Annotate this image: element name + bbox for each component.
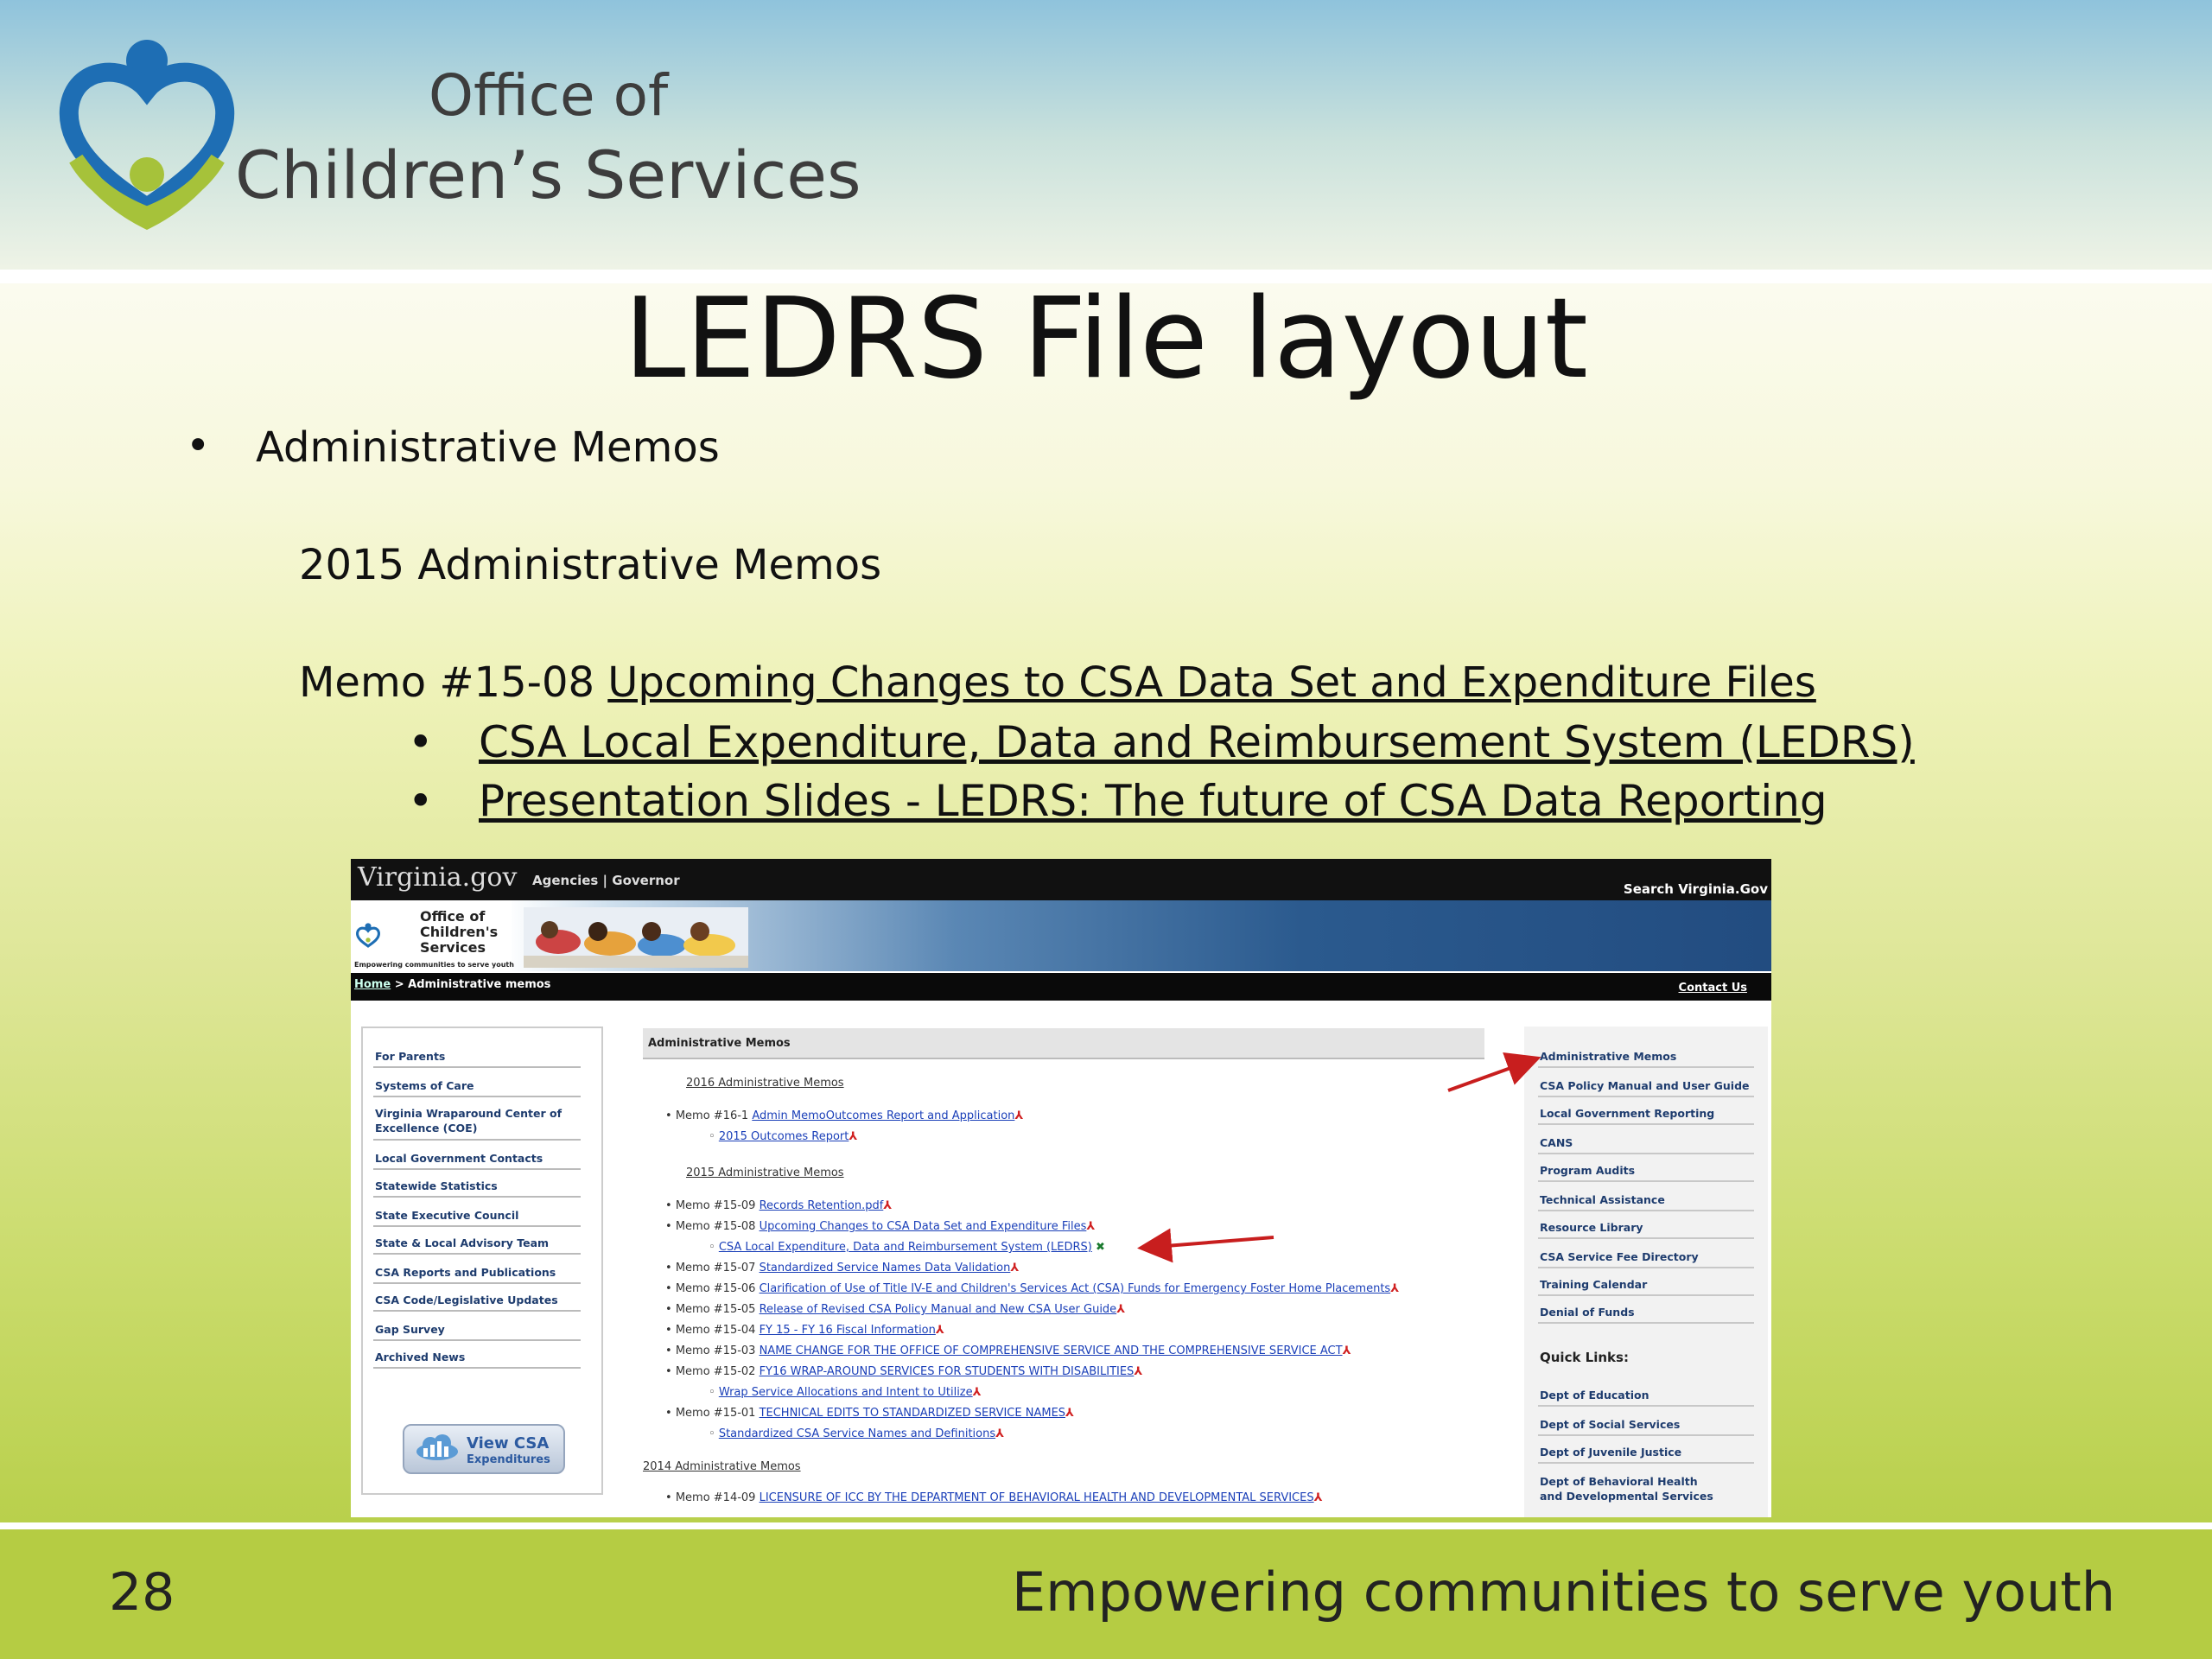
contact-us-link[interactable]: Contact Us bbox=[1678, 982, 1747, 995]
org-name-line1: Office of bbox=[429, 62, 669, 129]
section-2016-heading: 2016 Administrative Memos bbox=[686, 1077, 844, 1090]
memo-link[interactable]: Release of Revised CSA Policy Manual and New CSA User Guide bbox=[759, 1303, 1117, 1316]
memo-prefix: Memo #15-04 bbox=[675, 1324, 760, 1337]
left-nav-item[interactable]: State & Local Advisory Team bbox=[375, 1236, 550, 1249]
quick-links-heading: Quick Links: bbox=[1540, 1350, 1629, 1365]
arrow-to-administrative-memos bbox=[1448, 1059, 1535, 1090]
memo-link[interactable]: NAME CHANGE FOR THE OFFICE OF COMPREHENSIVE SERVICE AND THE COMPREHENSIVE SERVICE ACT bbox=[759, 1344, 1343, 1357]
presentation-slides-link[interactable]: Presentation Slides - LEDRS: The future of CSA Data Reporting bbox=[479, 776, 1827, 826]
search-virginia-link[interactable]: Search Virginia.Gov bbox=[1623, 881, 1768, 897]
banner-org-line1: Office of bbox=[420, 908, 486, 925]
excel-icon: ✖ bbox=[1096, 1241, 1105, 1254]
ledrs-memo-link[interactable]: CSA Local Expenditure, Data and Reimbursement System (LEDRS) bbox=[718, 1241, 1092, 1254]
pdf-icon: ⅄ bbox=[972, 1386, 982, 1399]
banner-org-line3: Services bbox=[420, 939, 486, 956]
memo-link[interactable]: Admin MemoOutcomes Report and Application bbox=[752, 1109, 1015, 1122]
section-2015-heading: 2015 Administrative Memos bbox=[686, 1166, 844, 1179]
left-nav-item[interactable]: Virginia Wraparound Center of Excellence (COE) bbox=[375, 1107, 563, 1135]
memo-item: • Memo #15-02 FY16 WRAP-AROUND SERVICES FOR STUDENTS WITH DISABILITIES⅄ bbox=[665, 1365, 1143, 1378]
memo-prefix: Memo #15-06 bbox=[675, 1282, 760, 1295]
pdf-icon: ⅄ bbox=[1390, 1282, 1400, 1295]
pdf-icon: ⅄ bbox=[1086, 1220, 1096, 1233]
memo-link[interactable]: TECHNICAL EDITS TO STANDARDIZED SERVICE NAMES bbox=[759, 1407, 1066, 1420]
memo-item: • Memo #15-07 Standardized Service Names Data Validation⅄ bbox=[665, 1262, 1020, 1274]
left-nav-item[interactable]: Archived News bbox=[375, 1351, 466, 1363]
pdf-icon: ⅄ bbox=[1065, 1407, 1074, 1420]
virginia-gov-logo[interactable]: Virginia.gov bbox=[358, 862, 518, 893]
website-screenshot bbox=[351, 859, 1771, 1517]
memo-item: • Memo #16-1 Admin MemoOutcomes Report and Application⅄ bbox=[665, 1109, 1024, 1122]
memo-prefix: Memo #15-05 bbox=[675, 1303, 760, 1316]
pdf-icon: ⅄ bbox=[1116, 1303, 1126, 1316]
right-nav-item[interactable]: Denial of Funds bbox=[1540, 1306, 1635, 1319]
pdf-icon: ⅄ bbox=[1010, 1262, 1020, 1274]
breadcrumb-current: > Administrative memos bbox=[391, 978, 551, 991]
memo-link[interactable]: Standardized CSA Service Names and Definitions bbox=[718, 1427, 996, 1440]
right-nav-item[interactable]: Local Government Reporting bbox=[1540, 1107, 1715, 1120]
annotation-arrows bbox=[351, 859, 1771, 1517]
quick-link-item[interactable]: Dept of Social Services bbox=[1540, 1418, 1681, 1431]
bullet-administrative-memos: Administrative Memos bbox=[256, 423, 720, 472]
memo-link[interactable]: 2015 Outcomes Report bbox=[718, 1130, 849, 1143]
subheading-2015-memos: 2015 Administrative Memos bbox=[299, 541, 882, 589]
sub-bullet-marker: • bbox=[408, 717, 434, 767]
memo-link[interactable]: Upcoming Changes to CSA Data Set and Expenditure Files bbox=[759, 1220, 1087, 1233]
right-nav-item[interactable]: CANS bbox=[1540, 1136, 1573, 1149]
memo-link[interactable]: LICENSURE OF ICC BY THE DEPARTMENT OF BEHAVIORAL HEALTH AND DEVELOPMENTAL SERVICES bbox=[759, 1491, 1314, 1504]
ocs-logo-icon bbox=[57, 29, 238, 237]
pdf-icon: ⅄ bbox=[883, 1199, 893, 1212]
page-number: 28 bbox=[109, 1562, 175, 1623]
right-nav-item[interactable]: CSA Policy Manual and User Guide bbox=[1540, 1079, 1750, 1092]
pdf-icon: ⅄ bbox=[1313, 1491, 1323, 1504]
left-nav-item[interactable]: Systems of Care bbox=[375, 1079, 474, 1092]
memo-item: • Memo #15-09 Records Retention.pdf⅄ bbox=[665, 1199, 893, 1212]
section-2014-heading: 2014 Administrative Memos bbox=[643, 1460, 801, 1473]
right-nav-item[interactable]: Resource Library bbox=[1540, 1221, 1643, 1234]
main-heading: Administrative Memos bbox=[648, 1037, 791, 1050]
memo-link[interactable]: FY16 WRAP-AROUND SERVICES FOR STUDENTS WITH DISABILITIES bbox=[759, 1365, 1135, 1378]
quick-link-item[interactable]: Dept of Education bbox=[1540, 1389, 1649, 1402]
memo-subitem: ◦ Wrap Service Allocations and Intent to Utilize⅄ bbox=[709, 1386, 982, 1399]
left-nav-item[interactable]: State Executive Council bbox=[375, 1209, 519, 1222]
memo-prefix: Memo #15-07 bbox=[675, 1262, 760, 1274]
pdf-icon: ⅄ bbox=[995, 1427, 1005, 1440]
memo-subitem: ◦ Standardized CSA Service Names and Definitions⅄ bbox=[709, 1427, 1005, 1440]
memo-item: • Memo #15-04 FY 15 - FY 16 Fiscal Information⅄ bbox=[665, 1324, 944, 1337]
slide-title: LEDRS File layout bbox=[624, 275, 1588, 404]
pdf-icon: ⅄ bbox=[1014, 1109, 1024, 1122]
right-nav-item[interactable]: Program Audits bbox=[1540, 1164, 1636, 1177]
memo-item: • Memo #15-05 Release of Revised CSA Policy Manual and New CSA User Guide⅄ bbox=[665, 1303, 1126, 1316]
memo-prefix: Memo #14-09 bbox=[675, 1491, 760, 1504]
expenditures-label: Expenditures bbox=[467, 1453, 550, 1466]
pdf-icon: ⅄ bbox=[1134, 1365, 1143, 1378]
footer-tagline: Empowering communities to serve youth bbox=[1011, 1560, 2115, 1624]
sub-bullet-marker: • bbox=[408, 776, 434, 826]
memo-link[interactable]: Wrap Service Allocations and Intent to Utilize bbox=[718, 1386, 973, 1399]
arrow-to-ledrs-link bbox=[1144, 1237, 1274, 1248]
memo-item: • Memo #15-06 Clarification of Use of Title IV-E and Children's Services Act (CSA) Funds for Emergency Foster Home Placements⅄ bbox=[665, 1282, 1400, 1295]
memo-prefix: Memo #15-09 bbox=[675, 1199, 760, 1212]
left-nav-item[interactable]: Gap Survey bbox=[375, 1323, 445, 1336]
pdf-icon: ⅄ bbox=[849, 1130, 858, 1143]
agencies-governor-links[interactable]: Agencies | Governor bbox=[532, 873, 680, 888]
left-nav-item[interactable]: CSA Reports and Publications bbox=[375, 1266, 556, 1279]
bullet-marker: • bbox=[186, 422, 211, 470]
quick-link-item[interactable]: Dept of Behavioral Health and Developmental Services bbox=[1540, 1475, 1713, 1503]
memo-item: • Memo #15-03 NAME CHANGE FOR THE OFFICE OF COMPREHENSIVE SERVICE AND THE COMPREHENSIVE SERVICE ACT⅄ bbox=[665, 1344, 1351, 1357]
right-nav-item[interactable]: Technical Assistance bbox=[1540, 1193, 1665, 1206]
memo-item: • Memo #14-09 LICENSURE OF ICC BY THE DEPARTMENT OF BEHAVIORAL HEALTH AND DEVELOPMENTAL SERVICES⅄ bbox=[665, 1491, 1323, 1504]
memo-subitem: ◦ 2015 Outcomes Report⅄ bbox=[709, 1130, 858, 1143]
breadcrumb-home-link[interactable]: Home bbox=[354, 978, 391, 991]
memo-prefix: Memo #16-1 bbox=[675, 1109, 753, 1122]
left-nav-item[interactable]: CSA Code/Legislative Updates bbox=[375, 1294, 558, 1306]
right-nav-item[interactable]: CSA Service Fee Directory bbox=[1540, 1250, 1699, 1263]
banner-org-line2: Children's bbox=[420, 924, 499, 940]
memo-link[interactable]: Clarification of Use of Title IV-E and Children's Services Act (CSA) Funds for Emergency Foster Home Placements bbox=[759, 1282, 1391, 1295]
memo-item: • Memo #15-01 TECHNICAL EDITS TO STANDARDIZED SERVICE NAMES⅄ bbox=[665, 1407, 1074, 1420]
memo-prefix: Memo #15-08 bbox=[299, 658, 608, 707]
memo-prefix: Memo #15-08 bbox=[675, 1220, 760, 1233]
pdf-icon: ⅄ bbox=[1342, 1344, 1351, 1357]
pdf-icon: ⅄ bbox=[935, 1324, 944, 1337]
left-nav-item[interactable]: Local Government Contacts bbox=[375, 1152, 543, 1165]
memo-item: • Memo #15-08 Upcoming Changes to CSA Data Set and Expenditure Files⅄ bbox=[665, 1220, 1096, 1233]
memo-link[interactable]: Standardized Service Names Data Validation bbox=[759, 1262, 1011, 1274]
memo-link[interactable]: FY 15 - FY 16 Fiscal Information bbox=[759, 1324, 936, 1337]
memo-prefix: Memo #15-03 bbox=[675, 1344, 760, 1357]
left-nav-item[interactable]: Statewide Statistics bbox=[375, 1179, 498, 1192]
memo-15-08-link[interactable]: Upcoming Changes to CSA Data Set and Expenditure Files bbox=[607, 658, 1816, 707]
left-nav-item[interactable]: For Parents bbox=[375, 1050, 446, 1063]
org-name-line2: Children’s Services bbox=[235, 137, 861, 213]
memo-link[interactable]: Records Retention.pdf bbox=[759, 1199, 884, 1212]
right-nav-item[interactable]: Administrative Memos bbox=[1540, 1050, 1677, 1063]
memo-15-08-line bbox=[299, 658, 1816, 707]
memo-prefix: Memo #15-01 bbox=[675, 1407, 760, 1420]
view-csa-label: View CSA bbox=[467, 1434, 550, 1452]
quick-link-item[interactable]: Dept of Juvenile Justice bbox=[1540, 1446, 1682, 1459]
ledrs-link[interactable]: CSA Local Expenditure, Data and Reimbursement System (LEDRS) bbox=[479, 717, 1915, 767]
memo-subitem: ◦ CSA Local Expenditure, Data and Reimbursement System (LEDRS) ✖ bbox=[709, 1241, 1105, 1254]
memo-prefix: Memo #15-02 bbox=[675, 1365, 760, 1378]
right-nav-item[interactable]: Training Calendar bbox=[1540, 1278, 1648, 1291]
banner-tagline: Empowering communities to serve youth bbox=[354, 961, 514, 969]
